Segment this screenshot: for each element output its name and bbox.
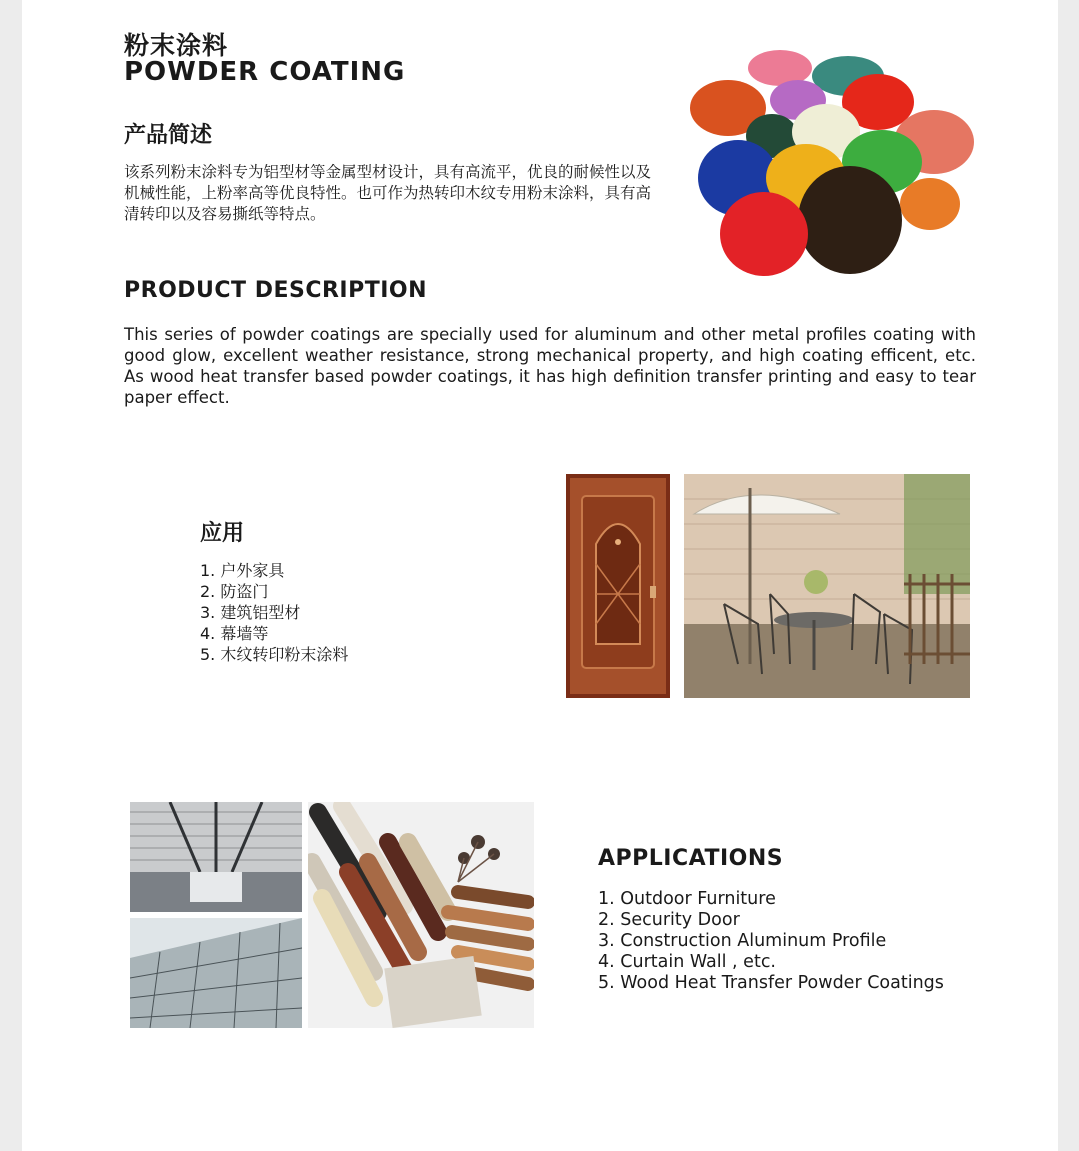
applications-heading-cn: 应用: [200, 521, 245, 546]
curtain-wall-image: [130, 918, 302, 1028]
wood-grain-rolls-image: [308, 802, 534, 1028]
security-door-image: [566, 474, 670, 698]
description-heading-en: PRODUCT DESCRIPTION: [124, 278, 428, 303]
list-item: 1. Outdoor Furniture: [598, 889, 776, 909]
title-chinese: 粉末涂料: [124, 31, 229, 60]
list-item: 2. Security Door: [598, 910, 740, 930]
list-item: 4. Curtain Wall , etc.: [598, 952, 776, 972]
powder-image: [690, 46, 980, 278]
list-item: 5. 木纹转印粉末涂料: [200, 645, 349, 664]
list-item: 3. 建筑铝型材: [200, 603, 301, 622]
aluminum-ceiling-image: [130, 802, 302, 912]
description-body-en: This series of powder coatings are specially used for aluminum and other metal profiles coating with good glow, excellent weather resistance, strong mechanical property, and high coating efficent, etc. As wood heat transfer based powder coatings, it has high definition transfer printing and easy to tear paper effect.: [124, 325, 976, 407]
applications-list-cn: [200, 560, 348, 665]
page: [22, 0, 1058, 1151]
list-item: 4. 幕墙等: [200, 624, 269, 643]
list-item: 5. Wood Heat Transfer Powder Coatings: [598, 973, 944, 993]
title-english: POWDER COATING: [124, 57, 406, 87]
list-item: 2. 防盗门: [200, 582, 269, 601]
summary-body-cn: 该系列粉末涂料专为铝型材等金属型材设计，具有高流平，优良的耐候性以及机械性能，上粉率高等优良特性。也可作为热转印木纹专用粉末涂料，具有高清转印以及容易撕纸等特点。: [124, 163, 652, 223]
summary-heading-cn: 产品简述: [124, 123, 213, 148]
list-item: 1. 户外家具: [200, 561, 285, 580]
applications-heading-en: APPLICATIONS: [598, 846, 784, 871]
list-item: 3. Construction Aluminum Profile: [598, 931, 887, 951]
applications-list-en: [598, 889, 944, 994]
outdoor-furniture-image: [684, 474, 970, 698]
